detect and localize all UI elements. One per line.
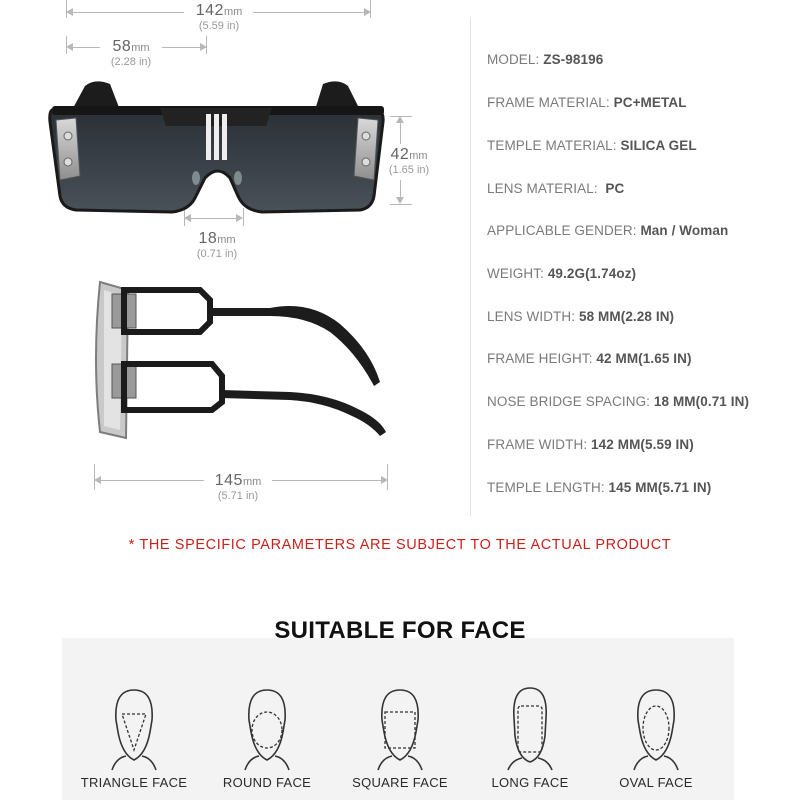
- spec-label: WEIGHT:: [487, 266, 548, 281]
- side-view-illustration: [0, 270, 470, 520]
- face-item-triangle: [72, 684, 196, 800]
- spec-nose-bridge: [487, 394, 749, 409]
- frame-width-value: 142: [195, 2, 224, 19]
- spec-frame-height: [487, 351, 692, 366]
- spec-lens-width: [487, 309, 674, 324]
- face-item-long: [468, 684, 592, 800]
- spec-value: SILICA GEL: [620, 138, 697, 153]
- spec-model: [487, 52, 603, 67]
- front-view-illustration: [0, 0, 470, 270]
- face-item-oval: [594, 684, 718, 800]
- spec-weight: [487, 266, 636, 281]
- temple-length-value: 145: [214, 472, 243, 489]
- frame-height-inches: (1.65 in): [388, 164, 430, 176]
- spec-frame-material: [487, 95, 687, 110]
- face-label: ROUND FACE: [222, 775, 312, 790]
- spec-value: ZS-98196: [543, 52, 604, 67]
- face-item-square: [338, 684, 462, 800]
- face-label: LONG FACE: [491, 775, 569, 790]
- spec-value: PC: [605, 181, 625, 196]
- spec-value: 145 MM(5.71 IN): [608, 480, 712, 495]
- spec-label: TEMPLE MATERIAL:: [487, 138, 621, 153]
- spec-value: 142 MM(5.59 IN): [591, 437, 694, 452]
- sunglasses-front-image: [0, 0, 470, 270]
- spec-label: LENS MATERIAL:: [487, 181, 606, 196]
- spec-value: 58 MM(2.28 IN): [578, 309, 675, 324]
- lens-width-value: 58: [112, 38, 132, 55]
- spec-label: FRAME WIDTH:: [487, 437, 592, 452]
- frame-height-value: 42: [390, 146, 410, 163]
- spec-lens-material: [487, 181, 624, 196]
- spec-label: FRAME HEIGHT:: [487, 351, 597, 366]
- spec-value: PC+METAL: [613, 95, 687, 110]
- face-label: SQUARE FACE: [352, 775, 448, 790]
- face-label: TRIANGLE FACE: [80, 775, 188, 790]
- spec-gender: [487, 223, 728, 238]
- spec-label: LENS WIDTH:: [487, 309, 579, 324]
- temple-length-inches: (5.71 in): [217, 490, 259, 502]
- spec-value: 42 MM(1.65 IN): [596, 351, 692, 366]
- triangle-face-icon: [104, 684, 164, 774]
- frame-width-unit: mm: [223, 6, 243, 18]
- long-face-icon: [500, 684, 560, 774]
- round-face-icon: [237, 684, 297, 774]
- spec-value: 18 MM(0.71 IN): [653, 394, 750, 409]
- lens-width-inches: (2.28 in): [110, 56, 152, 68]
- spec-temple-length: [487, 480, 711, 495]
- spec-value: Man / Woman: [640, 223, 729, 238]
- square-face-icon: [370, 684, 430, 774]
- spec-label: TEMPLE LENGTH:: [487, 480, 609, 495]
- face-item-round: [205, 684, 329, 800]
- oval-face-icon: [626, 684, 686, 774]
- disclaimer-note: * THE SPECIFIC PARAMETERS ARE SUBJECT TO THE ACTUAL PRODUCT: [128, 537, 672, 553]
- bridge-value: 18: [198, 230, 218, 247]
- lens-width-unit: mm: [131, 42, 150, 54]
- spec-label: MODEL:: [487, 52, 544, 67]
- face-section-title: SUITABLE FOR FACE: [274, 617, 526, 644]
- temple-length-unit: mm: [242, 476, 262, 488]
- specs-divider: [470, 18, 471, 516]
- bridge-unit: mm: [217, 234, 236, 246]
- frame-height-unit: mm: [409, 150, 428, 162]
- spec-value: 49.2G(1.74oz): [547, 266, 637, 281]
- bridge-inches: (0.71 in): [196, 248, 238, 260]
- spec-label: FRAME MATERIAL:: [487, 95, 614, 110]
- spec-temple-material: [487, 138, 697, 153]
- spec-label: NOSE BRIDGE SPACING:: [487, 394, 654, 409]
- spec-label: APPLICABLE GENDER:: [487, 223, 641, 238]
- face-label: OVAL FACE: [619, 775, 693, 790]
- frame-width-inches: (5.59 in): [198, 20, 240, 32]
- spec-frame-width: [487, 437, 694, 452]
